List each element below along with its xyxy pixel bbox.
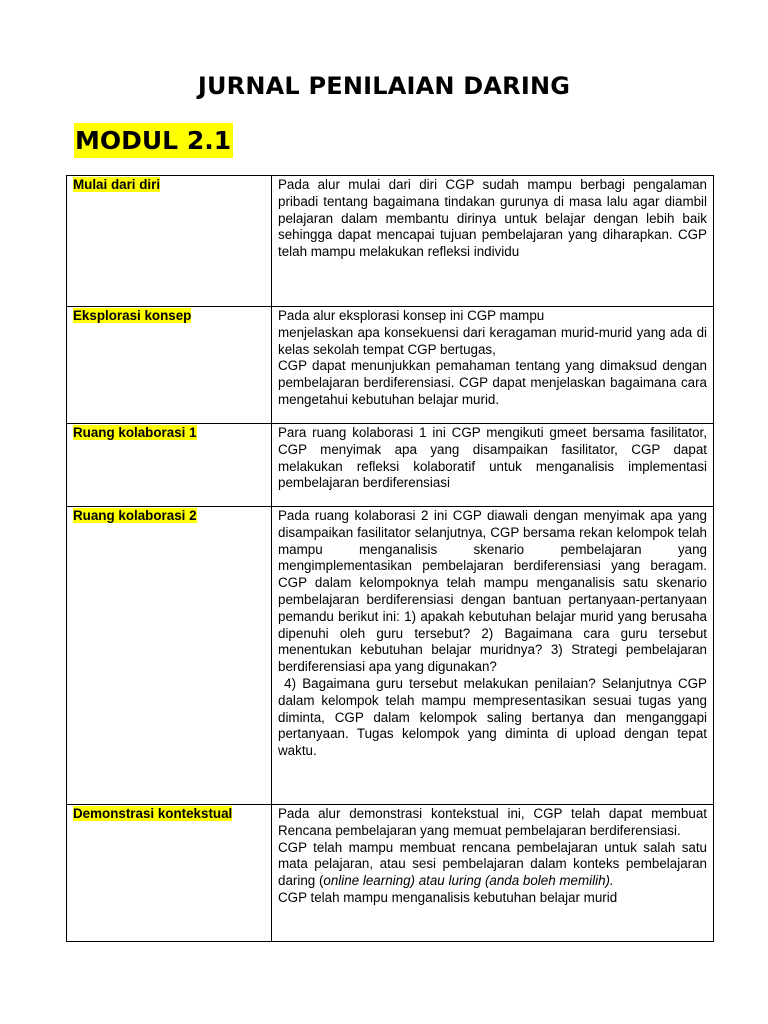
row-content-cell — [272, 805, 714, 942]
row-paragraph: Pada alur demonstrasi kontekstual ini, CGP telah dapat membuat Rencana pembelajaran yang memuat pembelajaran berdiferensiasi. — [278, 806, 707, 838]
row-label: Ruang kolaborasi 2 — [73, 508, 197, 523]
row-content-cell — [272, 176, 714, 307]
row-label-cell — [67, 307, 272, 424]
row-paragraph: CGP telah mampu menganalisis kebutuhan belajar murid — [278, 889, 618, 905]
row-paragraph: Para ruang kolaborasi 1 ini CGP mengikuti gmeet bersama fasilitator, CGP menyimak apa yang disampaikan fasilitator, CGP dapat melakukan refleksi kolaboratif untuk menganalisis implementasi pembelajaran berdiferensiasi — [278, 425, 707, 491]
row-paragraph: Pada alur eksplorasi konsep ini CGP mampu — [278, 308, 545, 323]
table-row — [67, 176, 714, 307]
row-content-cell — [272, 507, 714, 805]
table-row — [67, 307, 714, 424]
row-label: Eksplorasi konsep — [73, 308, 192, 323]
row-paragraph — [278, 840, 707, 890]
row-label-cell — [67, 424, 272, 507]
row-content-cell — [272, 307, 714, 424]
row-text: CGP telah mampu membuat rencana pembelajaran untuk salah satu mata pelajaran, atau sesi pembelajaran dalam konteks pembelajaran daring ( — [278, 839, 707, 889]
table-row — [67, 424, 714, 507]
row-label: Mulai dari diri — [73, 177, 161, 192]
row-label-cell — [67, 507, 272, 805]
row-paragraph: CGP dapat menunjukkan pemahaman tentang yang dimaksud dengan pembelajaran berdiferensiasi. CGP dapat menjelaskan bagaimana cara mengetahui kebutuhan belajar murid. — [278, 358, 707, 407]
journal-table — [66, 175, 714, 942]
row-paragraph: 4) Bagaimana guru tersebut melakukan penilaian? Selanjutnya CGP dalam kelompok telah mampu mempresentasikan sesuai tugas yang diminta, CGP dalam kelompok saling bertanya dan menganggapi pertanyaan. Tugas kelompok yang diminta di upload dengan tepat waktu. — [278, 675, 707, 759]
table-row — [67, 507, 714, 805]
row-content-cell — [272, 424, 714, 507]
row-paragraph: Pada ruang kolaborasi 2 ini CGP diawali dengan menyimak apa yang disampaikan fasilitator selanjutnya, CGP bersama rekan kelompok telah mampu menganalisis skenario pembelajaran yang mengimplementasikan pembelajaran berdiferensiasi yang beragam. CGP dalam kelompoknya telah mampu menganalisis satu skenario pembelajaran berdiferensiasi dengan bantuan pertanyaan-pertanyaan pemandu berikut ini: 1) apakah kebutuhan belajar murid yang berusaha dipenuhi oleh guru tersebut? 2) Bagaimana cara guru tersebut menentukan kebutuhan belajar muridnya? 3) Strategi pembelajaran berdiferensiasi apa yang digunakan? — [278, 508, 707, 675]
row-content-clip — [278, 806, 707, 940]
row-italic-text: online learning) atau luring (anda boleh memilih). — [323, 873, 614, 889]
row-label: Ruang kolaborasi 1 — [73, 425, 197, 440]
module-heading: MODUL 2.1 — [74, 123, 233, 158]
row-label-cell — [67, 805, 272, 942]
row-label-cell — [67, 176, 272, 307]
table-row — [67, 805, 714, 942]
row-paragraph: Pada alur mulai dari diri CGP sudah mampu berbagi pengalaman pribadi tentang bagaimana tindakan gurunya di masa lalu agar diambil pelajaran dalam membantu dirinya untuk belajar dengan lebih baik sehingga dapat mencapai tujuan pembelajaran yang diharapkan. CGP telah mampu melakukan refleksi individu — [278, 177, 707, 260]
document-title: JURNAL PENILAIAN DARING — [197, 72, 571, 100]
row-label: Demonstrasi kontekstual — [73, 806, 233, 821]
row-paragraph: menjelaskan apa konsekuensi dari keragaman murid-murid yang ada di kelas sekolah tempat CGP bertugas, — [278, 324, 707, 357]
